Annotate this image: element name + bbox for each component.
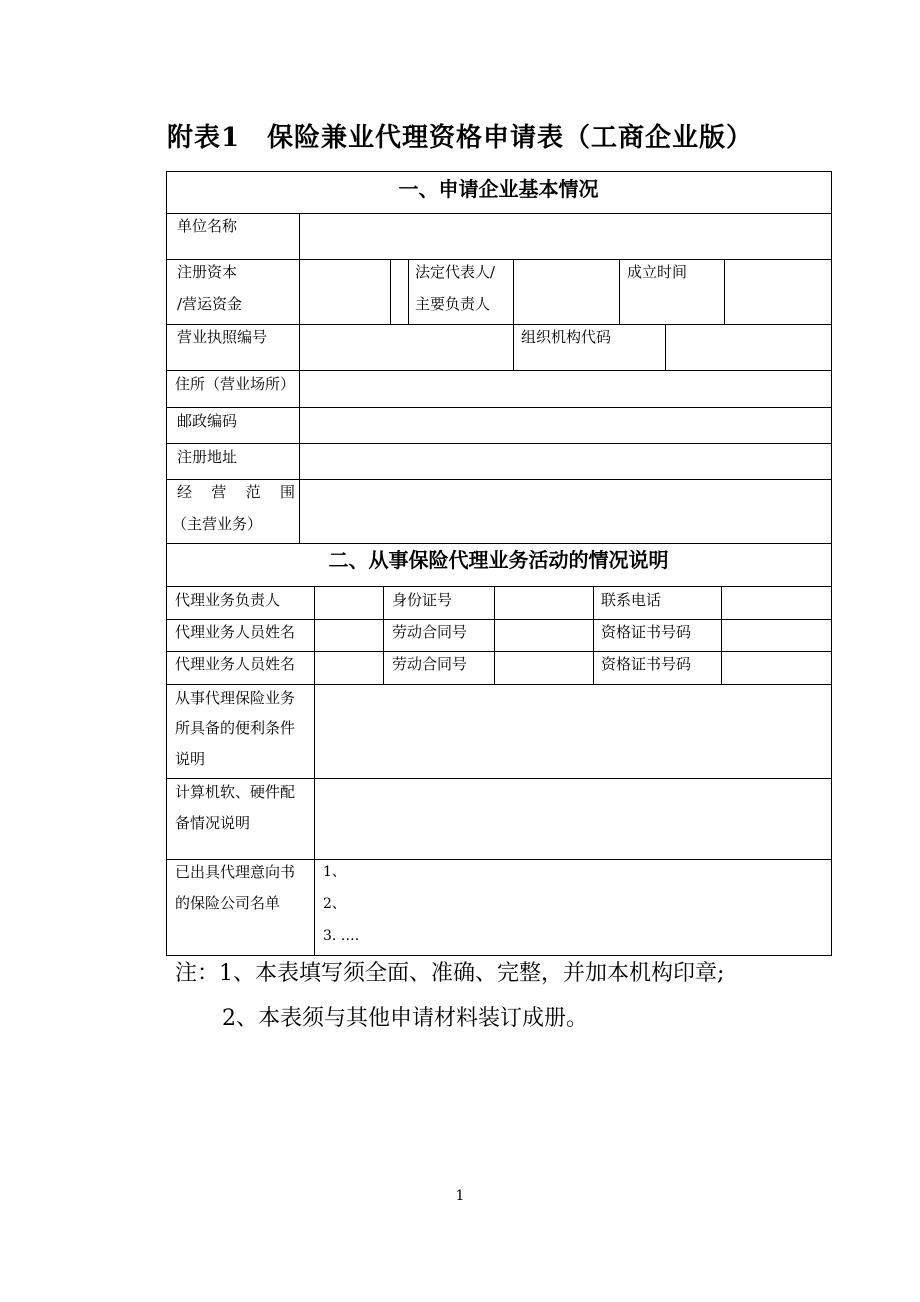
row-divider <box>166 586 831 587</box>
column-divider <box>593 586 594 684</box>
label-computer-line-2: 备情况说明 <box>175 814 251 832</box>
label-legal-representative: 法定代表人/ <box>415 263 496 281</box>
column-divider <box>299 213 300 543</box>
table-border-right <box>831 171 832 956</box>
scope-char: 范 <box>245 483 261 501</box>
column-divider <box>619 259 620 324</box>
column-divider <box>383 586 384 684</box>
column-divider <box>665 324 666 370</box>
insurer-list-item: 3. …. <box>323 928 360 944</box>
column-divider <box>408 259 409 324</box>
row-divider <box>166 684 831 685</box>
row-divider <box>166 619 831 620</box>
column-divider <box>494 586 495 684</box>
label-principal-person: 主要负责人 <box>415 295 491 313</box>
label-operating-funds: /营运资金 <box>177 295 243 313</box>
row-divider <box>166 407 831 408</box>
row-divider <box>166 778 831 779</box>
note-line-2: 2、本表须与其他申请材料装订成册。 <box>222 1006 588 1031</box>
table-border-top <box>166 171 831 172</box>
label-registered-address: 注册地址 <box>177 448 238 466</box>
column-divider <box>721 586 722 684</box>
scope-char: 营 <box>211 483 227 501</box>
row-divider <box>166 443 831 444</box>
label-contract-number: 劳动合同号 <box>392 655 468 673</box>
label-insurers-line-2: 的保险公司名单 <box>175 894 281 912</box>
label-agency-manager: 代理业务负责人 <box>175 591 281 609</box>
column-divider <box>513 259 514 370</box>
note-line-1: 注：1、本表填写须全面、准确、完整，并加本机构印章; <box>175 961 725 986</box>
row-divider <box>166 651 831 652</box>
label-certificate-number: 资格证书号码 <box>601 655 692 673</box>
section-heading-basic-info: 一、申请企业基本情况 <box>398 177 599 201</box>
table-border-bottom <box>166 955 832 956</box>
scope-char: 经 <box>177 483 193 501</box>
label-staff-name: 代理业务人员姓名 <box>175 655 296 673</box>
label-insurers-line-1: 已出具代理意向书 <box>175 863 296 881</box>
section-heading-agency-activities: 二、从事保险代理业务活动的情况说明 <box>328 548 669 572</box>
label-business-scope <box>177 482 295 502</box>
row-divider <box>166 543 831 544</box>
row-divider <box>166 859 831 860</box>
label-organization-code: 组织机构代码 <box>521 328 612 346</box>
label-certificate-number: 资格证书号码 <box>601 623 692 641</box>
label-license-number: 营业执照编号 <box>177 328 268 346</box>
insurer-list-item: 1、 <box>323 864 346 880</box>
label-address: 住所（营业场所） <box>175 375 296 393</box>
label-postal-code: 邮政编码 <box>177 412 238 430</box>
label-staff-name: 代理业务人员姓名 <box>175 623 296 641</box>
label-unit-name: 单位名称 <box>177 217 238 235</box>
label-id-number: 身份证号 <box>392 591 453 609</box>
row-divider <box>166 259 831 260</box>
label-computer-line-1: 计算机软、硬件配 <box>175 783 296 801</box>
row-divider <box>166 370 831 371</box>
column-divider <box>390 259 391 324</box>
row-divider <box>166 479 831 480</box>
label-conditions-line-3: 说明 <box>175 750 206 768</box>
row-divider <box>166 213 831 214</box>
label-conditions-line-1: 从事代理保险业务 <box>175 689 296 707</box>
label-phone: 联系电话 <box>601 591 662 609</box>
label-conditions-line-2: 所具备的便利条件 <box>175 719 296 737</box>
label-established-date: 成立时间 <box>627 263 688 281</box>
insurer-list-item: 2、 <box>323 896 346 912</box>
label-registered-capital: 注册资本 <box>177 263 238 281</box>
label-contract-number: 劳动合同号 <box>392 623 468 641</box>
label-main-business: （主营业务） <box>172 515 263 533</box>
page-number: 1 <box>455 1188 465 1204</box>
column-divider <box>314 586 315 956</box>
scope-char: 围 <box>279 483 295 501</box>
row-divider <box>166 324 831 325</box>
column-divider <box>724 259 725 324</box>
page-title: 附表1 保险兼业代理资格申请表（工商企业版） <box>166 123 754 153</box>
